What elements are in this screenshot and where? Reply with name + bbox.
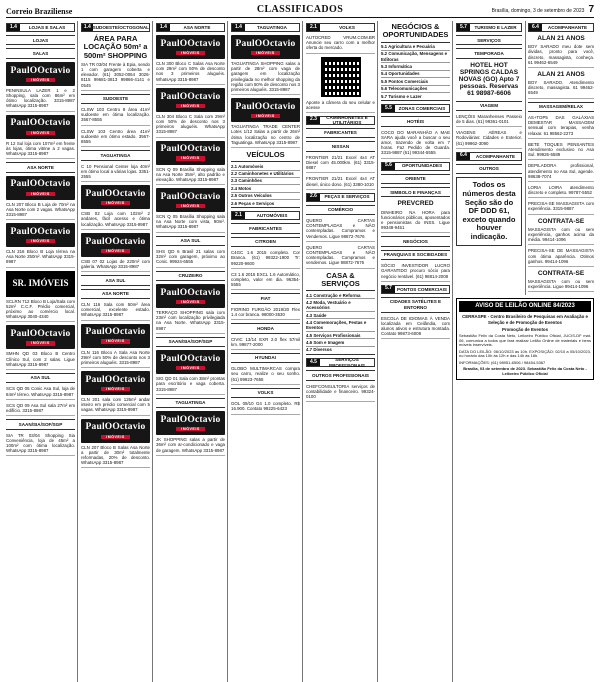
logo-tag: IMÓVEIS [101,201,129,205]
logo-tag: IMÓVEIS [26,192,54,196]
section-header [381,285,450,294]
category-label: TAGUATINGA [81,150,150,160]
category-label: TEMPORADA [456,48,522,58]
category-label: LOJAS [6,35,75,45]
section-number: 2.1 [307,24,320,31]
section-header [306,193,375,202]
notice-heading: Promoção de Eventos [501,326,549,332]
section-name: VOLKS [339,24,355,30]
category-label: VOLKS [231,388,300,398]
index-item: 4.3 Saúde [306,312,375,319]
paulooctavio-logo [81,185,150,209]
notice-signature: Brasília, 03 de setembro de 2023. Sebastião Felix da Costa Neto - Leiloeiro Público Oficial [463,366,587,377]
classified-ad: CSB 07 02 Lojas de 220m² com galeria. WhatsApp 3315-8987 [81,259,150,272]
section-heading: VEÍCULOS [246,149,285,159]
classified-ad: TERRAÇO SHOPPING sala com 23m² com localização privilegiada na Asa Norte. WhatsApp 3315-8987 [156,310,225,334]
section-name: SUDOESTE/OCTOGONAL [92,24,149,30]
classified-ad: FRONTIER 21/21 Excel 4x4 AT diesel, único dono. (61) 3380-1010 [306,176,375,189]
classified-ad: LENÇÓIS Maranhenses Passeio de 5 dias. (61) 99361-0101 [456,114,522,127]
logo-wordmark: PaulOOctavio [10,65,71,76]
classified-ad: TAGUATINGA TRADE CENTER Lotes 1/12 Salas a partir de 26m² ótima localização no centro de Taguatinga. WhatsApp 3315-8987 [231,124,300,148]
classified-ad: PRECISA-SE MASSAGISTA com experiência. 3315-9887 [528,201,594,214]
ad-headline: PREVCRED [397,200,434,208]
classified-ad: CLN 316 Bloco B Loja térrea na Asa Norte 250m². WhatsApp 3315-8987 [6,249,75,268]
section-name: TAGUATINGA [257,24,287,30]
category-label: ASA SUL [6,373,75,383]
section-name: ZONAS COMERCIAIS [398,106,446,112]
category-label: HYUNDAI [231,353,300,363]
negocios-index [381,42,450,102]
section-number: 2.6 [307,194,320,201]
classified-ad: DEPILADORA profissional, atendimento no Asa Sul, agende. 98638-7074 [528,163,594,182]
classified-ad: R 12 Sul loja com 107m² em frente às lojas, ótima vitrine a 2 vagas. WhatsApp 3315-8987 [6,141,75,160]
logo-tag: IMÓVEIS [176,104,204,108]
columns-7-8-top [456,21,594,295]
column-6 [381,21,453,682]
classified-ad: BETE TOQUES PENSANTES Atendimento exclusivo no Asa Sul. 99926-5589 [528,142,594,161]
category-label: ASA NORTE [81,289,150,299]
section-header [381,104,450,113]
ad-headline: HOTEL HOT SPRINGS CALDAS NOVAS (GO) Apto 7 pessoas. Reservas 61 98987-6606 [458,61,520,98]
index-item: 2.3 Caminhões [231,178,300,185]
logo-tag: IMÓVEIS [101,435,129,439]
logo-tag: IMÓVEIS [26,239,54,243]
classified-ad: SIG QD 01 Sala com 38m² prontas para escritório e vaga coberta. 3315-8987 [156,376,225,395]
section-number: 2.1 [232,212,245,219]
classified-ad: SCS QD 05 Conic Asa Sul, loja de 84m² térreo. WhatsApp 3315-8987 [6,386,75,399]
logo-tag: IMÓVEIS [176,51,204,55]
paulooctavio-logo [156,350,225,374]
classified-ad: FRONTIER 21/21 Excel 4x4 AT Diesel com 45.000km. (61) 3315-9887 [306,155,375,174]
section-header [456,23,522,32]
classified-ad: CIVIC 13/14 EXR 2.0 flex 57mil km. 99877-2000 [231,337,300,350]
logo-wordmark: PaulOOctavio [10,179,71,190]
index-item: 4.7 Diversos [306,347,332,353]
category-label: NEGÓCIOS [381,236,450,246]
section-number: 1.4 [157,24,170,31]
category-label: FABRICANTES [306,128,375,138]
classified-ad: MASSAGISTA com ou sem experiência, ganhos acima da média. 99414-1096 [528,227,594,246]
index-item: 5.4 Oportunidades [381,71,450,78]
classified-ad: CLSW 103 Centro 8 área 41m² sudoeste em ótima localização. 3567-8555 [81,107,150,126]
classified-ad: CLN 207 Bloco B Salas Asa Norte a partir de 30m² totalmente reformadas, 20% de desconto. WhatsApp 3315-8987 [81,445,150,469]
logo-tag: IMÓVEIS [176,204,204,208]
section-header [306,358,375,367]
masthead [6,4,594,18]
index-item: 4.5 Serviços Profissionais [306,332,375,339]
classified-ad: CLN 116 Bloco A Sala Asa Norte 29m² com 50% de desconto nos 3 primeiros aluguéis. 3315-8987 [81,350,150,369]
section-header [231,23,300,32]
paulooctavio-logo [81,324,150,348]
ad-headline: ALAN 21 ANOS [537,70,585,78]
logo-wordmark: PaulOOctavio [85,374,146,385]
qr-caption: Aponte a câmera do seu celular e acesse [306,100,375,113]
section-header [231,211,300,220]
index-item: 4.2 Moda, Vestuário e Acessórios [306,299,375,312]
category-label: NISSAN [306,141,375,151]
logo-wordmark: PaulOOctavio [85,422,146,433]
category-label: HONDA [231,323,300,333]
classified-ad: SÓCIO INVESTIDOR LUCRO GARANTIDO procuro sócio para negócio rentável. (61) 98814-2008 [381,263,450,282]
column-2 [81,21,153,682]
paulooctavio-logo [156,35,225,59]
index-item: 4.4 Comemorações, Festas e Eventos [306,319,375,332]
section-number: 5.7 [457,24,470,31]
paulooctavio-logo [231,35,300,59]
logo-tag: IMÓVEIS [176,427,204,431]
category-label: MASSAGEM/RELAX [528,102,594,112]
column-4 [231,21,303,682]
paulooctavio-logo [156,141,225,165]
classified-ad: CHEFCONSULTORIA serviços de contabilidade e financeiro. 99324-0100 [306,384,375,403]
logo-tag: IMÓVEIS [101,387,129,391]
section-title: CLASSIFICADOS [256,4,344,16]
section-number: 6.4 [529,24,542,31]
auction-notice [456,298,594,379]
section-number: 1.4 [7,24,20,31]
index-item: 5.5 Pontos Comerciais [381,78,450,85]
logo-tag: IMÓVEIS [176,156,204,160]
logo-wordmark: PaulOOctavio [10,226,71,237]
index-item: 2.2 Caminhonetes e Utilitários [231,171,300,178]
notice-paragraph: Sebastião Felix da Costa Neto, Leiloeiro Público Oficial, JUCIS-DF mat. 06, comunica a todos que fará realizar Leilão Online de materiais e bens móveis inservíveis. [459,333,591,348]
column-5 [306,21,378,682]
section-number: 5.7 [382,286,395,293]
classified-ad: CSB 02 Loja com 102m² 2 andares, fácil acesso e ótima localização. WhatsApp 3315-8987 [81,211,150,230]
section-header [6,23,75,32]
classified-ad: SCLRN 712 Bloco B Loja/Sala com 52m² C.C.F. Prédio comercial, próximo ao comércio local. WhatsApp 3040-4340 [6,299,75,323]
paulooctavio-logo [81,371,150,395]
category-label: VIAGEM [456,101,522,111]
index-item: 4.1 Construção e Reforma [306,292,375,299]
section-number: 1.4 [83,23,91,30]
paulooctavio-logo [231,98,300,122]
category-label: SAAN/SIA/SOF/SGP [6,419,75,429]
classified-ad: SCS QD 09 Asa Sul sala 27m² em edifício. 3315-8987 [6,403,75,416]
index-item: 5.2 Comunicação, Mensagens e Editoras [381,51,450,64]
ad-headline: ALAN 21 ANOS [537,35,585,42]
logo-tag: IMÓVEIS [101,339,129,343]
index-item: 2.4 Motos [231,185,300,192]
logo-wordmark: PaulOOctavio [160,287,221,298]
classified-ad: BOY SARADO. Atendimento discreto, massagista. 61 99462-6549 [528,80,594,99]
classified-ad: C 10 Pensional Center loja 40m² em ótimo local a várias lojas. 3351-2555 [81,164,150,183]
logo-tag: IMÓVEIS [176,300,204,304]
classified-ad: QUERO CARTAS CONTEMPLADAS e NÃO contempladas. Compramos e vendemos. Ligue 98872-7676 [306,245,375,269]
sr-imoveis-logo: SR. IMÓVEIS [6,271,75,297]
section-header [381,162,450,171]
classified-ad: CLN 116 Sala com 50m² área comercial, excelente estado. WhatsApp 3315-8987 [81,302,150,321]
logo-wordmark: PaulOOctavio [10,329,71,340]
logo-wordmark: PaulOOctavio [85,188,146,199]
classified-ad: FIORINO FURGÃO 2019/20 Flex 1.4 cor branca. 98000-3530 [231,307,300,320]
classified-ad: CLN 207 Bloco B Loja de 70m² na Asa Norte com 2 vagas. WhatsApp 3315-8987 [6,202,75,221]
classified-ad: PENINSULA LAZER 1 e 2 Shopping, sala com 86m² em ótimo localização. 3315-8987 WhatsApp 3315-8987 [6,88,75,112]
category-label: SAAN/SIA/SOF/SGP [156,337,225,347]
section-header [456,152,522,161]
category-label: FRANQUIAS E SOCIEDADES [381,250,450,260]
logo-wordmark: PaulOOctavio [160,414,221,425]
section-name: PEÇAS E SERVIÇOS [324,194,370,200]
paulooctavio-logo [156,284,225,308]
veiculos-index [231,161,300,208]
logo-wordmark: PaulOOctavio [235,38,296,49]
paulooctavio-logo [81,233,150,257]
category-label: SALAS [6,48,75,58]
section-header [306,23,375,32]
index-item: 2.5 Outros Veículos [231,193,300,200]
section-name: OPORTUNIDADES [401,163,443,169]
logo-tag: IMÓVEIS [251,114,279,118]
notice-subtitle: CERRASPE - Centro Brasileiro de Pesquisas em Avaliação e Seleção e de Promoção de Eventos [462,314,588,325]
section-number: 6.4 [457,153,470,160]
classified-ad: C4GC 1.6 2015 completo. Cor Branca. (61) 99322-1900 Tr: 99220-9600 [231,250,300,269]
index-item: 5.1 Agricultura e Pecuária [381,44,450,51]
qr-code-icon [321,57,361,97]
classified-ad: SCN Q 05 Brasília Shopping sala na Asa Norte com vista, 90m². WhatsApp 3315-8987 [156,214,225,233]
notice-title: AVISO DE LEILÃO ONLINE 84/2023 [459,301,591,312]
section-header [81,23,150,32]
logo-tag: IMÓVEIS [26,341,54,345]
section-header [528,23,594,32]
section-number: 4.5 [307,359,320,366]
classified-ad: ESCOLA DE IDIOMAS À VENDA localizada em Ceilândia, com alunos ativos e estrutura montada. Contato 99873-6008 [381,316,450,340]
section-name: AUTOMÓVEIS [256,213,288,219]
classified-ad: SHS QD 6 Brasil 21 salas com 32m² com garagem, próximo ao Conic. 99924-6555 [156,249,225,268]
section-number: 1.4 [232,24,245,31]
category-label: OUTROS [456,164,522,174]
paulooctavio-logo [6,176,75,200]
ad-headline: CONTRATA-SE [537,269,585,277]
index-item: 2.1 Automóveis [231,163,300,170]
category-label: SERVIÇOS [456,35,522,45]
ddd-notice: Todos os números desta Seção são do DF DDD 61, exceto quando houver indicação. [456,177,522,245]
column-7 [456,21,522,295]
columns-7-8 [456,21,594,682]
classified-ad: PRECISA-SE DE MASSAGISTA com ótima aparência. Otimos ganhos. 99414-1096 [528,248,594,267]
section-number: 2.3 [307,117,320,124]
logo-wordmark: PaulOOctavio [160,38,221,49]
paper-name: Correio Braziliense [6,6,73,16]
category-label: SUDOESTE [81,94,150,104]
category-label: OUTROS PROFISSIONAIS [306,370,375,380]
category-label: ASA SUL [81,275,150,285]
category-label: CITROEN [231,237,300,247]
classified-ad: BOY SARADO meu dote sem dividas, pronto para você, discreto, massagista, conheça. 61 99462-6549 [528,44,594,68]
paulooctavio-logo [6,223,75,247]
classified-ad: LORIA LOIRA atendimento discreto e completo. 99787-5552 [528,185,594,198]
category-label: TAGUATINGA [156,398,225,408]
category-label: ASA NORTE [6,162,75,172]
category-label: FABRICANTES [231,223,300,233]
notice-paragraph: DATA DO LEILÃO: 06/10/2023 às 10h. EXPOSIÇÃO: 02/10 a 05/10/2023, no horário das 10h às 12h e das 14h às 16h. [459,348,591,359]
paulooctavio-logo [6,62,75,86]
logo-wordmark: PaulOOctavio [160,91,221,102]
classified-ad: SCN Q 09 Brasília Shopping sala na Asa Norte 35m², alto padrão e elevação. WhatsApp 3315-8987 [156,167,225,186]
section-name: ACOMPANHANTE [475,153,516,159]
classified-ad: GOL 09/10 G4 1.0 completo. R$ 16.900. Contato 99225-6423 [231,401,300,414]
classified-ad: QUERO CARTAS CONTEMPLADAS e NÃO contempladas. Compramos e Vendemos. Ligue 98872-7676 [306,218,375,242]
section-heading: CASA & SERVIÇOS [321,270,360,288]
category-label: HOTÉIS [381,116,450,126]
section-name: CAMINHONETES E UTILITÁRIOS [326,115,368,126]
classified-ad: TAGUATINGA SHOPPING salas a partir de 28m² com vaga de garagem em localização privilegiada no melhor shopping da região com 50% de desconto nos 3 primeiros aluguéis. 3315-8987 [231,61,300,95]
edition-date: Brasília, domingo, 3 de setembro de 2023 [491,8,585,15]
classified-ad: SIA TR 03/04 Shopping Sia Conveniência, loja de 45m² a 100m² com ótima localização. WhatsApp 3315-8987 [6,433,75,457]
paulooctavio-logo [81,419,150,443]
index-item: 5.6 Telecomunicações [381,86,450,93]
classified-ad: MASSAGISTA com ou sem experiência. Ligue 99414-1096 [528,279,594,292]
category-label: FIAT [231,293,300,303]
category-label: CIDADES SATÉLITES E ENTORNO [381,297,450,313]
logo-tag: IMÓVEIS [176,366,204,370]
logo-wordmark: PaulOOctavio [160,191,221,202]
category-label: SIMBOLO E FINANÇAS [381,187,450,197]
section-name: ASA NORTE [183,24,211,30]
logo-wordmark: PaulOOctavio [235,101,296,112]
notice-paragraph: INFORMAÇÕES: (61) 98951-6506 / 98454-5367 [459,359,546,365]
logo-wordmark: PaulOOctavio [85,236,146,247]
section-name: ACOMPANHANTE [547,24,588,30]
section-heading: NEGÓCIOS & OPORTUNIDADES [382,22,449,40]
index-item: 5.7 Turismo e Lazer [381,93,422,99]
classified-ad: CLN 201 sala com 126m² andar inteiro em prédio comercial com 5 vagas. WhatsApp 3315-8987 [81,397,150,416]
logo-wordmark: PaulOOctavio [85,327,146,338]
section-name: SERVIÇOS PROFISSIONAIS [329,357,365,368]
ad-headline: ÁREA PARA LOCAÇÃO 50m² a 500m² SHOPPING [83,34,148,60]
section-number: 5.6 [382,163,395,170]
column-8 [525,21,594,295]
section-number: 5.5 [382,105,395,112]
section-name: TURISMO E LAZER [474,24,517,30]
classified-ad: JK SHOPPING salas a partir de 36m² com ar-condicionado e vaga de garagem. WhatsApp 3315-8987 [156,437,225,456]
index-item: 4.6 Som e Imagem [306,339,375,346]
index-item: 2.6 Peças e Serviços [231,200,275,206]
paulooctavio-logo [6,325,75,349]
section-name: PONTOS COMERCIAIS [397,286,447,292]
classified-ad: DINHEIRO NA HORA para funcionários públicos, aposentados e pensionistas do INSS. Ligue 99348-9451 [381,210,450,234]
paulooctavio-logo [156,188,225,212]
logo-tag: IMÓVEIS [26,78,54,82]
date-and-page [404,4,594,16]
section-header [156,23,225,32]
section-name: LOJAS E SALAS [28,24,66,30]
classified-ad: CLN 300 Bloco C Salas Asa Norte com 29m² com 50% de desconto nos 3 primeiros aluguéis. WhatsApp 3315-8987 [156,61,225,85]
logo-wordmark: PaulOOctavio [160,144,221,155]
paulooctavio-logo [156,88,225,112]
ad-headline: CONTRATA-SE [537,217,585,225]
category-label: COMÉRCIO [306,205,375,215]
column-3 [156,21,228,682]
logo-wordmark: PaulOOctavio [160,353,221,364]
ad-columns [6,18,594,682]
logo-tag: IMÓVEIS [26,131,54,135]
classified-ad: COCO DO MARANHÃO A MAE SARA ajuda você a buscar o seu amor, trazendo de volta em 7 horas. Faz Pedido de Guarda. 3315-9887 (61) 99344-5555 [381,130,450,159]
index-item: 5.3 Informática [381,63,450,70]
classified-ad: CLSW 103 Centro área 41m² sudoeste em ótimo estado. 3567-8555 [81,129,150,148]
classified-ad: C3 1.6 2015 EXCL 1.6 Automático, completo, valor em dia. 96354-5555 [231,272,300,291]
section-header [306,116,375,125]
casa-index [306,290,375,355]
logo-wordmark: PaulOOctavio [10,118,71,129]
classified-ad: SIA TR 03/04 Frente à Epia, sendo 1 com garagem coberta e elevador. (61) 3052-0064 3026-8115 99681-3813 99866-4141 e 0545 [81,62,150,91]
paulooctavio-logo [6,115,75,139]
paulooctavio-logo [156,411,225,435]
category-label: ORIENTE [381,174,450,184]
category-label: ASA SUL [156,236,225,246]
category-label: CRUZEIRO [156,271,225,281]
classified-ad: AUTOCRED VRUM.COM.BR Anuncie seu carro com a melhor oferta do mercado. [306,35,375,54]
classified-ad: AS+TOP5 DAS GALÁXIAS DEMESTAR MASSAGEM sensual com terapias, venha relaxar. 61 98562-2273 [528,115,594,139]
classified-ad: CLN 304 Bloco C Sala com 29m² com 50% de desconto nos 3 primeiros aluguéis. WhatsApp 3315-8987 [156,114,225,138]
logo-tag: IMÓVEIS [101,249,129,253]
classified-ad: SMHN QD 03 Bloco B Centro Clínico Sul, com 2 salas. Ligue WhatsApp 3315-8987 [6,351,75,370]
column-1 [6,21,78,682]
classified-ad: GLOBO MULTIMARCAS compra seu carro, realize o seu sonho. (61) 99923-7655 [231,366,300,385]
logo-tag: IMÓVEIS [251,51,279,55]
classified-ad: VIAGENS AÉREAS e Rodoviárias: Cidades e Exterior. (61) 99962-3090 [456,130,522,149]
page-number: 7 [588,4,594,16]
